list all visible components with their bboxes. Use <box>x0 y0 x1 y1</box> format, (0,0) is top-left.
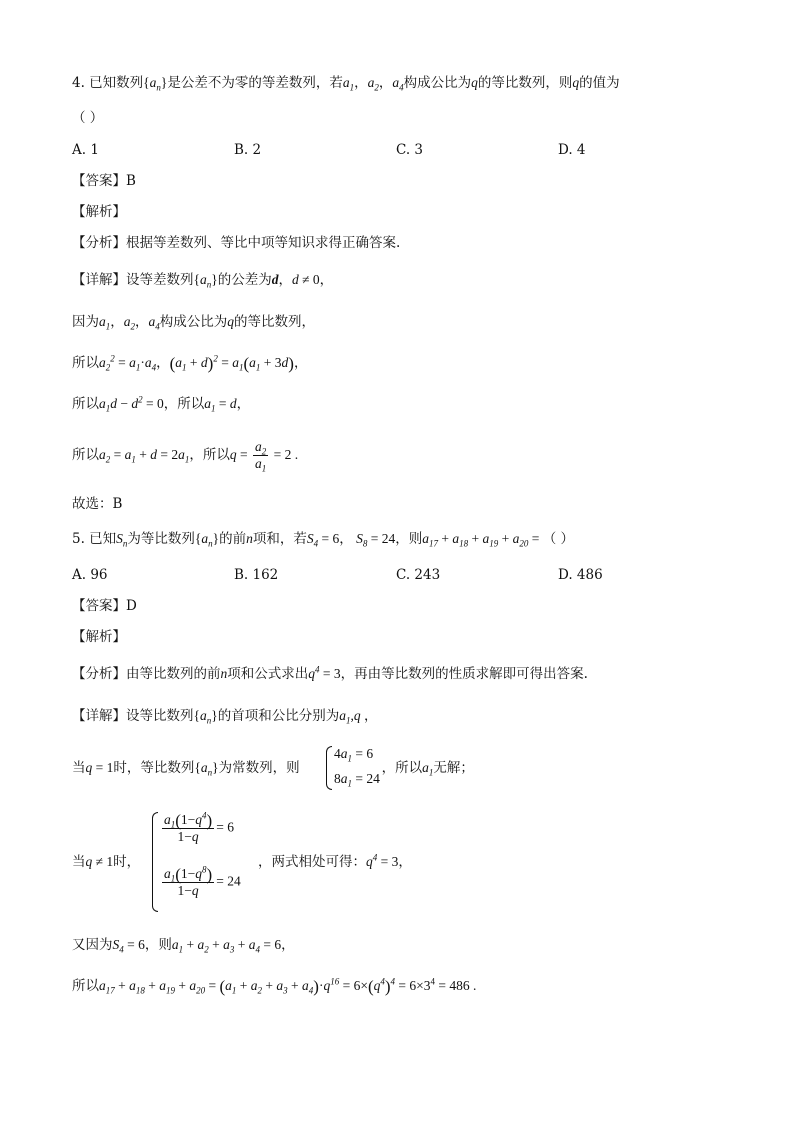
q5-analysis-label: 【解析】 <box>72 629 126 645</box>
xiangjie-label: 【详解】 <box>72 272 126 288</box>
math-seq-an: $\{a_n\}$ <box>193 708 218 726</box>
suoyi-text2: ，所以 <box>163 396 205 412</box>
math-eq-step4: $a_2 = a_1 + d = 2a_1$ <box>99 447 190 465</box>
math-seq-an: $\{a_n\}$ <box>193 272 218 290</box>
q4-stem-text2: 构成公比为 <box>403 75 472 91</box>
math-eq-step3: $a_1d - d^2 = 0$ <box>99 394 164 414</box>
system1-eq1: $4a_1 = 6$ <box>334 746 374 764</box>
math-q-ne-1: q ≠ 1 <box>85 854 114 869</box>
suoyi-text: 所以 <box>72 355 99 371</box>
math-q-eq-1: q = 1 <box>85 760 114 775</box>
q4-stem-text3: 的等比数列，则 <box>477 75 573 91</box>
q5-paren: （ ） <box>542 531 575 547</box>
system-brace-2 <box>152 812 158 912</box>
case-text4: ，所以 <box>381 760 423 776</box>
case-text2: 时，等比数列 <box>113 760 195 776</box>
q5-stem-text: 为等比数列 <box>127 531 195 547</box>
q4-option-d: D. 4 <box>558 142 586 158</box>
ze-text: ，则 <box>144 937 172 953</box>
system2-eq2: $\frac{a_1(1-q^8)}{1-q}$ = 24 <box>164 864 241 898</box>
q4-stem-text4: 的值为 <box>579 75 620 91</box>
math-q: q <box>227 314 234 329</box>
math-q4-eq: $q^4 = 3$， <box>366 852 412 869</box>
q4-step3 <box>72 394 250 414</box>
xiangjie-label: 【详解】 <box>72 708 126 724</box>
suoyi-text: 所以 <box>72 978 99 994</box>
fenxi-text2: 项和公式求出 <box>227 666 309 682</box>
q5-option-c: C. 243 <box>396 567 441 583</box>
fraction-s4: $\frac{a_1(1-q^4)}{1-q}$ <box>164 810 213 844</box>
q4-step4 <box>72 438 299 475</box>
q5-final <box>72 976 476 996</box>
q5-stem-text3: 项和，若 <box>252 531 307 547</box>
q4-stem <box>72 73 620 93</box>
q4-xiangjie <box>72 270 333 290</box>
q4-step2 <box>72 353 307 373</box>
math-q2: q <box>572 75 580 90</box>
q5-fenxi <box>72 664 588 684</box>
q5-option-a: A. 96 <box>72 567 108 583</box>
math-a1-q: $a_1,q$ ， <box>339 708 378 726</box>
q5-stem-text4: ，则 <box>395 531 423 547</box>
q5-option-d: D. 486 <box>558 567 603 583</box>
q5-case1 <box>72 758 474 778</box>
math-eq-q: q = $\frac{a_2}{a_1}$ = 2 . <box>229 439 299 475</box>
q5-xiangjie <box>72 706 377 726</box>
q5-stem <box>72 529 574 549</box>
math-d-cond: d，d ≠ 0， <box>271 272 334 287</box>
q4-option-b: B. 2 <box>234 142 262 158</box>
math-q: q <box>471 75 478 90</box>
math-a1-a2-a4: $a_1$，$a_2$，$a_4$ <box>342 75 404 93</box>
case-text: 当 <box>72 760 86 776</box>
math-a1: $a_1$ <box>422 760 434 778</box>
step-text2: 构成公比为 <box>159 314 228 330</box>
q5-stem-number: 5. 已知 <box>72 531 117 547</box>
math-a-sum: $a_1 + a_2 + a_3 + a_4 = 6$， <box>171 937 295 955</box>
answer-label: 【答案】 <box>72 598 126 614</box>
math-q4-eq: $q^4 = 3$ <box>308 664 341 681</box>
fraction-a2-a1: $\frac{a_2}{a_1}$ <box>255 439 267 475</box>
q5-answer <box>72 596 137 616</box>
q5-option-b: B. 162 <box>234 567 279 583</box>
xiangjie-text2: 的公差为 <box>217 272 272 288</box>
q5-youyin <box>72 935 295 955</box>
q4-answer <box>72 171 136 191</box>
math-a17-sum: $a_{17} + a_{18} + a_{19} + a_{20}$ = <box>422 531 543 549</box>
math-sn: $S_n$ <box>116 531 128 549</box>
youyin-text: 又因为 <box>72 937 113 953</box>
fenxi-text: 根据等差数列、等比中项等知识求得正确答案. <box>126 235 401 251</box>
q4-conclusion: 故选：B <box>72 496 123 512</box>
fenxi-label: 【分析】 <box>72 666 126 682</box>
math-seq-an: $\{a_n\}$ <box>194 760 219 778</box>
q4-stem-number: 4. 已知数列 <box>72 75 144 91</box>
fraction-s8: $\frac{a_1(1-q^8)}{1-q}$ <box>164 864 213 898</box>
suoyi-text: 所以 <box>72 447 99 463</box>
step-text3: 的等比数列， <box>234 314 315 330</box>
math-n: n <box>220 666 228 681</box>
case-text2: 时， <box>113 854 141 870</box>
step-text: 因为 <box>72 314 99 330</box>
q4-option-a: A. 1 <box>72 142 99 158</box>
suoyi-text: 所以 <box>72 396 99 412</box>
q4-option-c: C. 3 <box>396 142 424 158</box>
q4-step1 <box>72 312 315 332</box>
fenxi-text3: ，再由等比数列的性质求解即可得出答案. <box>340 666 588 682</box>
fenxi-label: 【分析】 <box>72 235 126 251</box>
q5-case2 <box>72 852 140 872</box>
case-text5: 无解； <box>433 760 474 776</box>
system1-eq2: $8a_1 = 24$ <box>334 771 380 789</box>
case-text3: ，两式相处可得： <box>258 854 366 870</box>
math-s4-s8: $S_4 = 6$， $S_8 = 24$ <box>306 531 396 549</box>
q4-stem-text: 是公差不为零的等差数列，若 <box>167 75 343 91</box>
answer-value: B <box>126 173 136 189</box>
answer-value: D <box>126 598 137 614</box>
q5-stem-text2: 的前 <box>219 531 247 547</box>
xiangjie-text: 设等差数列 <box>126 272 194 288</box>
fenxi-text: 由等比数列的前 <box>126 666 221 682</box>
q4-fenxi <box>72 233 400 253</box>
system2-eq1: $\frac{a_1(1-q^4)}{1-q}$ = 6 <box>164 810 234 844</box>
math-seq-an: $\{a_n\}$ <box>143 75 168 93</box>
math-final-eq: $a_{17} + a_{18} + a_{19} + a_{20} = (a_1 + a_2 + a_3 + a_4)\cdot q^{16} = 6\times(q^4)^4 = 6\times 3^4 = 486$ . <box>99 976 477 996</box>
suoyi-text2: ，所以 <box>189 447 230 463</box>
system-brace-1 <box>326 746 332 790</box>
math-eq-step3b: $a_1 = d$， <box>204 396 251 414</box>
math-s4-eq: $S_4 = 6$ <box>112 937 145 955</box>
case-text3: 为常数列，则 <box>218 760 300 776</box>
math-seq-an: $\{a_n\}$ <box>194 531 220 549</box>
xiangjie-text2: 的首项和公比分别为 <box>217 708 340 724</box>
q4-analysis-label: 【解析】 <box>72 204 126 220</box>
q5-case2-result <box>258 852 412 872</box>
case-text: 当 <box>72 854 86 870</box>
xiangjie-text: 设等比数列 <box>126 708 194 724</box>
math-eq-step2: $a_2^2 = a_1\cdot a_4$，$(a_1 + d)^2 = a_1(a_1 + 3d)$， <box>99 353 308 373</box>
math-a1-a2-a4: $a_1$，$a_2$，$a_4$ <box>99 314 160 332</box>
answer-label: 【答案】 <box>72 173 126 189</box>
math-n: n <box>246 531 253 546</box>
q4-paren: （ ） <box>72 110 104 126</box>
